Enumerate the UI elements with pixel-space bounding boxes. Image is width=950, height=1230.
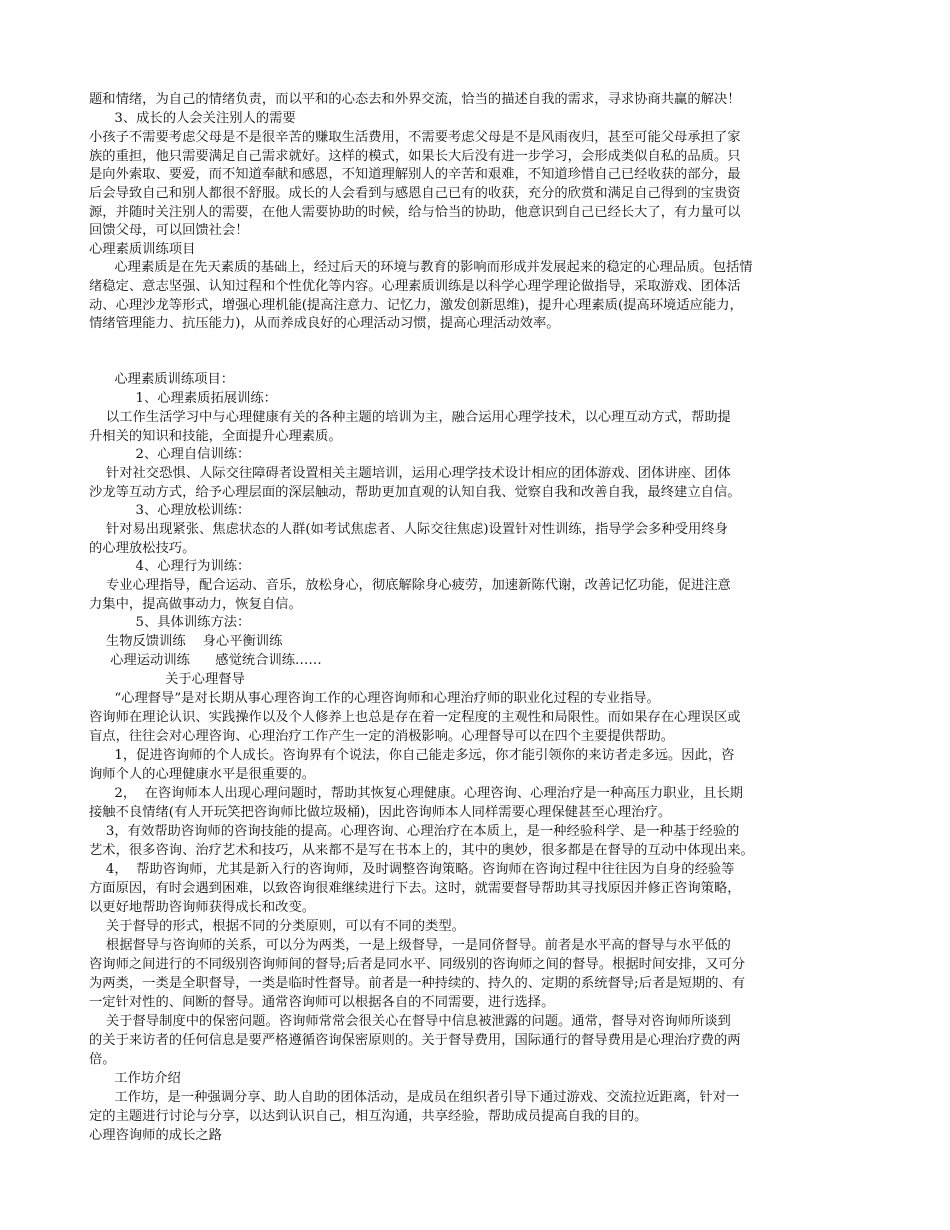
text-line: 小孩子不需要考虑父母是不是很辛苦的赚取生活费用，不需要考虑父母是不是风雨夜归，甚至可能父母承担了家 (89, 130, 741, 145)
text-line: 升相关的知识和技能，全面提升心理素质。 (89, 429, 342, 444)
text-line: 的心理放松技巧。 (89, 541, 196, 556)
text-line: 4， 帮助咨询师，尤其是新入行的咨询师，及时调整咨询策略。咨询师在咨询过程中往往因为自身的经验等 (89, 862, 735, 877)
text-line: 咨询师在理论认识、实践操作以及个人修养上也总是存在着一定程度的主观性和局限性。而如果存在心理误区或 (89, 710, 741, 725)
text-line: 源，并随时关注别人的需要，在他人需要协助的时候，给与恰当的协助，他意识到自己已经长大了，有力量可以 (89, 205, 741, 220)
text-line: 生物反馈训练 身心平衡训练 (89, 634, 283, 649)
text-line: 艺术，很多咨询、治疗艺术和技巧，从来都不是写在书本上的，其中的奥妙，很多都是在督导的互动中体现出来。 (89, 843, 754, 858)
text-line: 后会导致自己和别人都很不舒服。成长的人会看到与感恩自己已有的收获，充分的欣赏和满足自己得到的宝贵资 (89, 186, 741, 201)
text-line: 接触不良情绪(有人开玩笑把咨询师比做垃圾桶)，因此咨询师本人同样需要心理保健甚至心理治疗。 (89, 805, 672, 820)
text-line: 心理素质是在先天素质的基础上，经过后天的环境与教育的影响而形成并发展起来的稳定的心理品质。包括情 (89, 260, 753, 275)
text-line: 定的主题进行讨论与分享，以达到认识自己，相互沟通，共享经验，帮助成员提高自我的目的。 (89, 1109, 648, 1124)
list-heading: 1、心理素质拓展训练： (89, 391, 277, 406)
text-line: 动、心理沙龙等形式，增强心理机能(提高注意力、记忆力，激发创新思维)，提升心理素质(提高环境适应能力， (89, 298, 743, 313)
text-line: 一定针对性的、间断的督导。通常咨询师可以根据各自的不同需要，进行选择。 (89, 995, 555, 1010)
text-line: 以工作生活学习中与心理健康有关的各种主题的培训为主，融合运用心理学技术，以心理互动方式，帮助提 (89, 410, 731, 425)
text-line: 针对易出现紧张、焦虑状态的人群(如考试焦虑者、人际交往焦虑)设置针对性训练，指导学会多种受用终身 (89, 522, 728, 537)
section-heading: 心理咨询师的成长之路 (89, 1128, 222, 1143)
text-line: “心理督导”是对长期从事心理咨询工作的心理咨询师和心理治疗师的职业化过程的专业指导。 (89, 691, 660, 706)
list-heading: 3、心理放松训练： (89, 503, 251, 518)
text-line: 工作坊，是一种强调分享、助人自助的团体活动，是成员在组织者引导下通过游戏、交流拉近距离，针对一 (89, 1090, 740, 1105)
text-line: 是向外索取、要爱，而不知道奉献和感恩，不知道理解别人的辛苦和艰难，不知道珍惜自己已经收获的部分，最 (89, 167, 741, 182)
text-line: 方面原因，有时会遇到困难，以致咨询很难继续进行下去。这时，就需要督导帮助其寻找原因并修正咨询策略， (89, 881, 741, 896)
text-line: 回馈父母，可以回馈社会！ (89, 223, 249, 238)
text-line: 盲点，往往会对心理咨询、心理治疗工作产生一定的消极影响。心理督导可以在四个主要提供帮助。 (89, 729, 675, 744)
text-line: 以更好地帮助咨询师获得成长和改变。 (89, 900, 316, 915)
text-line: 针对社交恐惧、人际交往障碍者设置相关主题培训，运用心理学技术设计相应的团体游戏、团体讲座、团体 (89, 466, 731, 481)
text-line: 沙龙等互动方式，给予心理层面的深层触动，帮助更加直观的认知自我、觉察自我和改善自我，最终建立自信。 (89, 485, 741, 500)
text-line: 根据督导与咨询师的关系，可以分为两类，一是上级督导，一是同侪督导。前者是水平高的督导与水平低的 (89, 938, 731, 953)
text-line: 1，促进咨询师的个人成长。咨询界有个说法，你自己能走多远，你才能引领你的来访者走多远。因此，咨 (89, 748, 735, 763)
list-heading: 5、具体训练方法： (89, 615, 251, 630)
section-heading: 心理素质训练项目 (89, 242, 196, 257)
text-line: 情绪管理能力、抗压能力)，从而养成良好的心理活动习惯，提高心理活动效率。 (89, 316, 560, 331)
text-line: 题和情绪，为自己的情绪负责，而以平和的心态去和外界交流，恰当的描述自我的需求，寻求协商共赢的解决！ (89, 92, 741, 107)
section-heading: 工作坊介绍 (89, 1071, 181, 1086)
text-line: 询师个人的心理健康水平是很重要的。 (89, 767, 316, 782)
text-line: 绪稳定、意志坚强、认知过程和个性优化等内容。心理素质训练是以科学心理学理论做指导，采取游戏、团体活 (89, 279, 741, 294)
text-line: 3、成长的人会关注别人的需要 (89, 111, 296, 126)
text-line: 族的重担，他只需要满足自己需求就好。这样的模式，如果长大后没有进一步学习，会形成类似自私的品质。只 (89, 149, 741, 164)
list-heading: 4、心理行为训练： (89, 559, 251, 574)
text-line: 倍。 (89, 1052, 116, 1067)
text-line: 咨询师之间进行的不同级别咨询师间的督导;后者是同水平、同级别的咨询师之间的督导。根据时间安排，又可分 (89, 957, 746, 972)
text-line: 3，有效帮助咨询师的咨询技能的提高。心理咨询、心理治疗在本质上，是一种经验科学、是一种基于经验的 (89, 824, 740, 839)
section-heading: 心理素质训练项目： (89, 372, 235, 387)
text-line: 的关于来访者的任何信息是要严格遵循咨询保密原则的。关于督导费用，国际通行的督导费用是心理治疗费的两 (89, 1033, 741, 1048)
text-line: 力集中，提高做事动力，恢复自信。 (89, 597, 302, 612)
list-heading: 2、心理自信训练： (89, 447, 251, 462)
text-line: 关于督导的形式，根据不同的分类原则，可以有不同的类型。 (89, 919, 465, 934)
section-heading: 关于心理督导 (89, 672, 245, 687)
text-line: 心理运动训练 感觉统合训练…… (89, 653, 322, 668)
text-line: 为两类，一类是全职督导，一类是临时性督导。前者是一种持续的、持久的、定期的系统督导;后者是短期的、有 (89, 976, 746, 991)
text-line: 2， 在咨询师本人出现心理问题时，帮助其恢复心理健康。心理咨询、心理治疗是一种高压力职业，且长期 (89, 786, 743, 801)
text-line: 专业心理指导，配合运动、音乐，放松身心，彻底解除身心疲劳，加速新陈代谢，改善记忆功能，促进注意 (89, 578, 731, 593)
text-line: 关于督导制度中的保密问题。咨询师常常会很关心在督导中信息被泄露的问题。通常，督导对咨询师所谈到 (89, 1014, 731, 1029)
